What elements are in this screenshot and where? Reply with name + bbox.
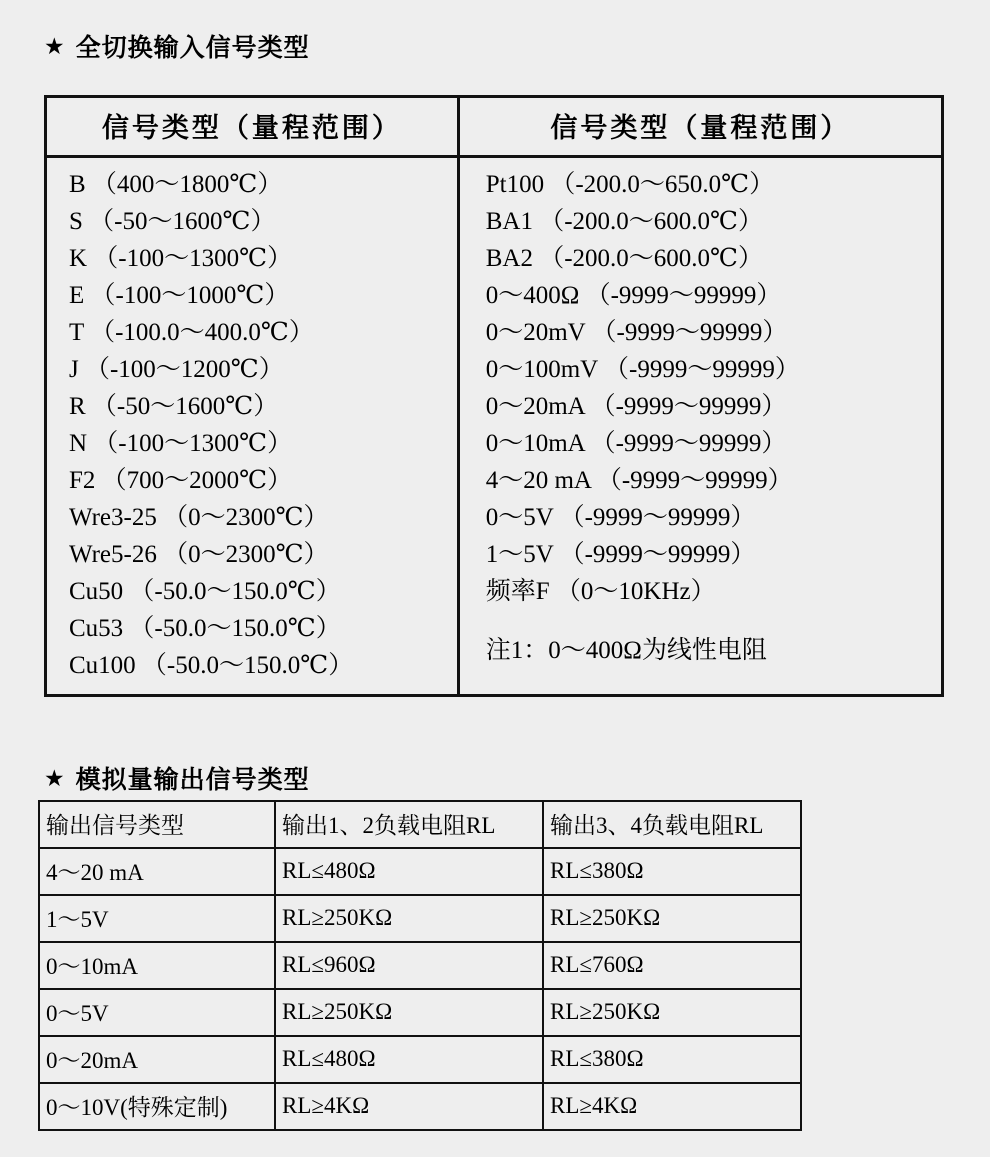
cell-output-type: 0～10mA bbox=[39, 942, 275, 989]
list-item: 0～5V （-9999～99999） bbox=[485, 504, 756, 531]
section-heading-output bbox=[44, 760, 310, 796]
list-item: BA2 （-200.0～600.0℃） bbox=[485, 245, 764, 272]
list-item: Cu50 （-50.0～150.0℃） bbox=[69, 578, 341, 605]
cell-load-12: RL≥250KΩ bbox=[275, 989, 543, 1036]
output-signal-table-wrapper bbox=[38, 800, 800, 1131]
cell-load-12: RL≤480Ω bbox=[275, 848, 543, 895]
list-item: Cu53 （-50.0～150.0℃） bbox=[69, 615, 341, 642]
table-body-row bbox=[47, 157, 941, 695]
section-heading-input bbox=[44, 28, 310, 64]
list-item: 0～100mV （-9999～99999） bbox=[485, 356, 800, 383]
list-item: R （-50～1600℃） bbox=[69, 393, 279, 420]
cell-load-12: RL≥250KΩ bbox=[275, 895, 543, 942]
cell-output-type: 4～20 mA bbox=[39, 848, 275, 895]
cell-load-34: RL≤380Ω bbox=[543, 1036, 801, 1083]
cell-load-12: RL≤960Ω bbox=[275, 942, 543, 989]
cell-load-34: RL≤380Ω bbox=[543, 848, 801, 895]
list-item: 0～20mV （-9999～99999） bbox=[485, 319, 788, 346]
list-item: Pt100 （-200.0～650.0℃） bbox=[485, 171, 775, 198]
cell-output-type: 0～20mA bbox=[39, 1036, 275, 1083]
table-row bbox=[39, 989, 801, 1036]
list-item: BA1 （-200.0～600.0℃） bbox=[485, 208, 764, 235]
right-column-cell bbox=[458, 157, 941, 695]
cell-load-12: RL≥4KΩ bbox=[275, 1083, 543, 1130]
table-row bbox=[39, 942, 801, 989]
left-column-cell bbox=[47, 157, 458, 695]
column-header-left: 信号类型（量程范围） bbox=[47, 98, 458, 157]
input-signal-table-wrapper bbox=[44, 95, 944, 697]
cell-output-type: 0～10V(特殊定制) bbox=[39, 1083, 275, 1130]
list-item: 1～5V （-9999～99999） bbox=[485, 541, 756, 568]
list-item: K （-100～1300℃） bbox=[69, 245, 293, 272]
column-header-output-type: 输出信号类型 bbox=[39, 801, 275, 848]
table-row bbox=[39, 895, 801, 942]
list-item: N （-100～1300℃） bbox=[69, 430, 293, 457]
cell-load-34: RL≤760Ω bbox=[543, 942, 801, 989]
table-header-row bbox=[39, 801, 801, 848]
cell-load-34: RL≥250KΩ bbox=[543, 895, 801, 942]
input-signal-table bbox=[47, 98, 941, 694]
cell-output-type: 1～5V bbox=[39, 895, 275, 942]
table-row bbox=[39, 848, 801, 895]
list-item: 4～20 mA （-9999～99999） bbox=[485, 467, 793, 494]
list-item: 0～20mA （-9999～99999） bbox=[485, 393, 787, 420]
list-item: 频率F （0～10KHz） bbox=[485, 578, 716, 605]
list-item: 0～400Ω （-9999～99999） bbox=[485, 282, 782, 309]
column-header-right: 信号类型（量程范围） bbox=[458, 98, 941, 157]
cell-load-34: RL≥250KΩ bbox=[543, 989, 801, 1036]
table-note: 注1：0～400Ω为线性电阻 bbox=[485, 637, 767, 664]
list-item: 0～10mA （-9999～99999） bbox=[485, 430, 787, 457]
list-item: S （-50～1600℃） bbox=[69, 208, 276, 235]
column-header-load-12: 输出1、2负载电阻RL bbox=[275, 801, 543, 848]
list-item: F2 （700～2000℃） bbox=[69, 467, 293, 494]
list-item: T （-100.0～400.0℃） bbox=[69, 319, 314, 346]
table-row bbox=[39, 1083, 801, 1130]
section-title-output: 模拟量输出信号类型 bbox=[75, 766, 310, 794]
list-item: Wre5-26 （0～2300℃） bbox=[69, 541, 329, 568]
star-icon: ★ bbox=[44, 764, 66, 791]
list-item: J （-100～1200℃） bbox=[69, 356, 284, 383]
list-item: B （400～1800℃） bbox=[69, 171, 283, 198]
list-item: Cu100 （-50.0～150.0℃） bbox=[69, 652, 354, 679]
cell-output-type: 0～5V bbox=[39, 989, 275, 1036]
output-signal-table bbox=[38, 800, 802, 1131]
list-item: E （-100～1000℃） bbox=[69, 282, 290, 309]
star-icon: ★ bbox=[44, 32, 66, 59]
table-header-row bbox=[47, 98, 941, 157]
cell-load-34: RL≥4KΩ bbox=[543, 1083, 801, 1130]
section-title-input: 全切换输入信号类型 bbox=[75, 34, 310, 62]
cell-load-12: RL≤480Ω bbox=[275, 1036, 543, 1083]
table-row bbox=[39, 1036, 801, 1083]
column-header-load-34: 输出3、4负载电阻RL bbox=[543, 801, 801, 848]
list-item: Wre3-25 （0～2300℃） bbox=[69, 504, 329, 531]
